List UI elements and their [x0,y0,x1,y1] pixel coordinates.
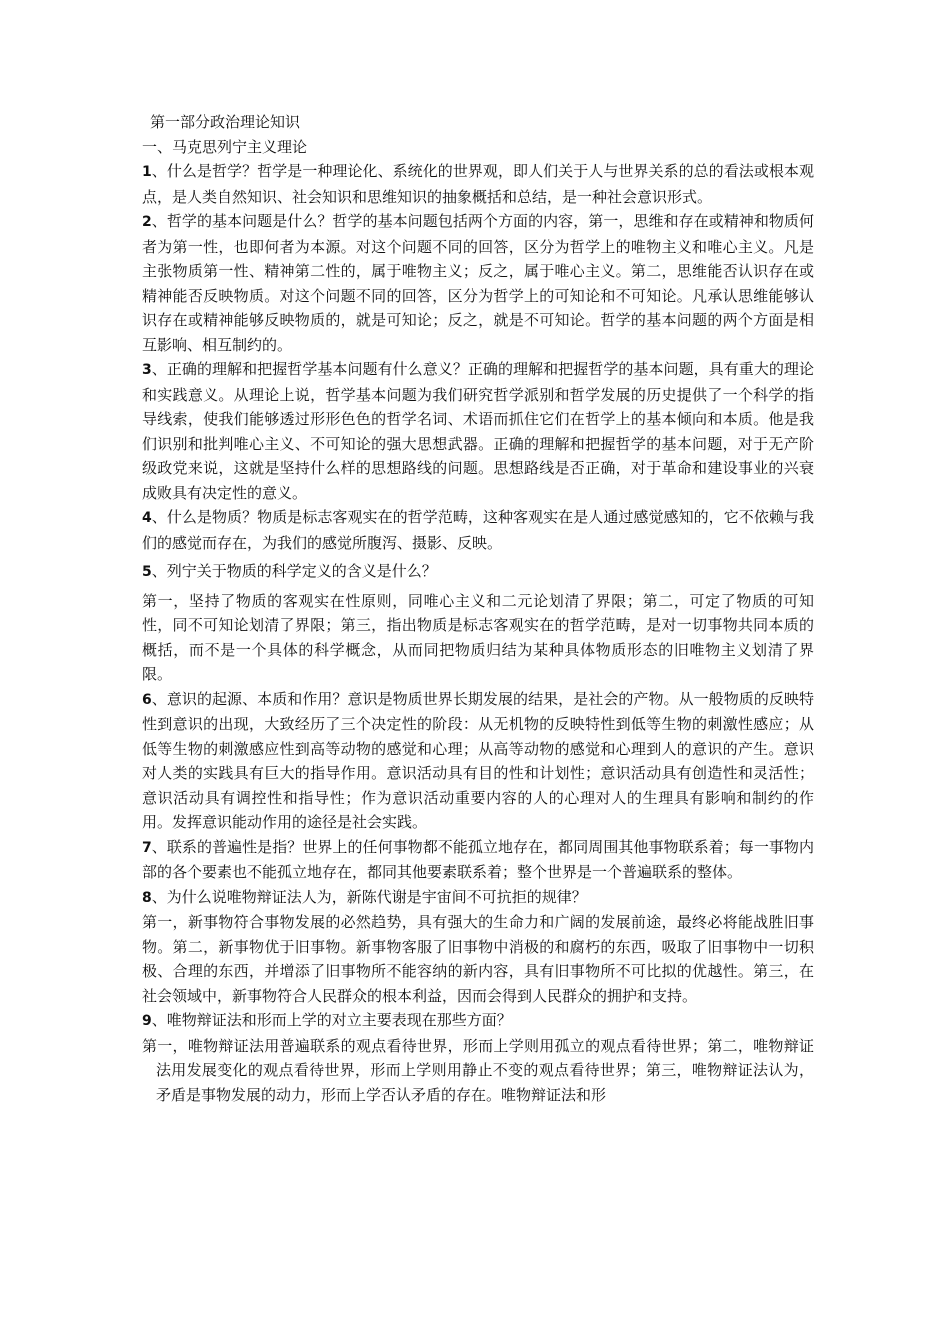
question-number: 1 [142,164,152,180]
question-text: 意识的起源、本质和作用？意识是物质世界长期发展的结果，是社会的产物。从一般物质的反映特性到意识的出现，大致经历了三个决定性的阶段：从无机物的反映特性到低等生物的刺激性感应；从低等生物的刺激感应性到高等动物的感觉和心理；从高等动物的感觉和心理到人的意识的产生。意识对人类的实践具有巨大的指导作用。意识活动具有目的性和计划性；意识活动具有创造性和灵活性；意识活动具有调控性和指导性；作为意识活动重要内容的人的心理对人的生理具有影响和制约的作用。发挥意识能动作用的途径是社会实践。 [142,689,814,831]
answer-5: 第一，坚持了物质的客观实在性原则，同唯心主义和二元论划清了界限；第二，可定了物质的可知性，同不可知论划清了界限；第三，指出物质是标志客观实在的哲学范畴，是对一切事物共同本质的概括，而不是一个具体的科学概念，从而同把物质归结为某种具体物质形态的旧唯物主义划清了界限。 [142,591,814,683]
question-number: 5 [142,564,152,580]
question-separator: 、 [151,508,167,526]
question-text: 什么是物质？物质是标志客观实在的哲学范畴，这种客观实在是人通过感觉感知的，它不依赖与我们的感觉而存在，为我们的感觉所腹泻、摄影、反映。 [142,508,814,552]
answer-8: 第一，新事物符合事物发展的必然趋势，具有强大的生命力和广阔的发展前途，最终必将能战胜旧事物。第二，新事物优于旧事物。新事物客服了旧事物中消极的和腐朽的东西，吸取了旧事物中一切积极、合理的东西，并增添了旧事物所不能容纳的新内容，具有旧事物所不可比拟的优越性。第三，在社会领域中，新事物符合人民群众的根本利益，因而会得到人民群众的拥护和支持。 [142,913,814,1005]
question-number: 9 [142,1013,152,1029]
question-number: 3 [142,362,152,378]
question-number: 4 [142,510,152,526]
question-number: 6 [142,691,152,708]
question-text: 正确的理解和把握哲学基本问题有什么意义？正确的理解和把握哲学的基本问题，具有重大的理论和实践意义。从理论上说，哲学基本问题为我们研究哲学派别和哲学发展的历史提供了一个科学的指导线索，使我们能够透过形形色色的哲学名词、术语而抓住它们在哲学上的基本倾向和本质。他是我们识别和批判唯心主义、不可知论的强大思想武器。正确的理解和把握哲学的基本问题，对于无产阶级政党来说，这就是坚持什么样的思想路线的问题。思想路线是否正确，对于革命和建设事业的兴衰成败具有决定性的意义。 [142,360,814,502]
question-number: 2 [142,214,152,230]
question-separator: 、 [151,1011,167,1029]
question-text: 为什么说唯物辩证法人为，新陈代谢是宇宙间不可抗拒的规律？ [166,887,587,906]
section-title: 一、马克思列宁主义理论 [142,137,308,156]
question-separator: 、 [151,887,167,906]
question-text: 列宁关于物质的科学定义的含义是什么？ [166,562,437,580]
document-page [142,110,814,1107]
question-5 [142,559,814,585]
question-9 [142,1008,814,1034]
question-separator: 、 [151,562,167,580]
question-separator: 、 [151,212,167,230]
question-number: 8 [142,889,152,906]
question-number: 7 [142,839,152,856]
question-separator: 、 [151,689,167,708]
question-8 [142,885,814,911]
question-text: 哲学的基本问题是什么？哲学的基本问题包括两个方面的内容，第一，思维和存在或精神和物质何者为第一性，也即何者为本源。对这个问题不同的回答，区分为哲学上的唯物主义和唯心主义。凡是主张物质第一性、精神第二性的，属于唯物主义；反之，属于唯心主义。第二，思维能否认识存在或精神能否反映物质。对这个问题不同的回答，区分为哲学上的可知论和不可知论。凡承认思维能够认识存在或精神能够反映物质的，就是可知论；反之，就是不可知论。哲学的基本问题的两个方面是相互影响、相互制约的。 [142,212,814,354]
question-7 [142,835,814,885]
question-text: 唯物辩证法和形而上学的对立主要表现在那些方面？ [166,1011,512,1029]
question-text: 联系的普遍性是指？世界上的任何事物都不能孤立地存在，都同周围其他事物联系着；每一事物内部的各个要素也不能孤立地存在，都同其他要素联系着；整个世界是一个普遍联系的整体。 [142,837,814,881]
answer-9: 第一，唯物辩证法用普遍联系的观点看待世界，形而上学则用孤立的观点看待世界；第二，唯物辩证法用发展变化的观点看待世界，形而上学则用静止不变的观点看待世界；第三，唯物辩证法认为，矛盾是事物发展的动力，形而上学否认矛盾的存在。唯物辩证法和形 [142,1036,814,1104]
question-2 [142,209,814,357]
document-title: 第一部分政治理论知识 [150,113,301,131]
question-3 [142,357,814,505]
question-text: 什么是哲学？哲学是一种理论化、系统化的世界观，即人们关于人与世界关系的总的看法或根本观点，是人类自然知识、社会知识和思维知识的抽象概括和总结，是一种社会意识形式。 [142,162,814,206]
question-4 [142,505,814,555]
question-separator: 、 [151,360,167,378]
question-6 [142,687,814,835]
question-1 [142,159,814,209]
question-separator: 、 [151,162,167,180]
question-separator: 、 [151,837,167,856]
